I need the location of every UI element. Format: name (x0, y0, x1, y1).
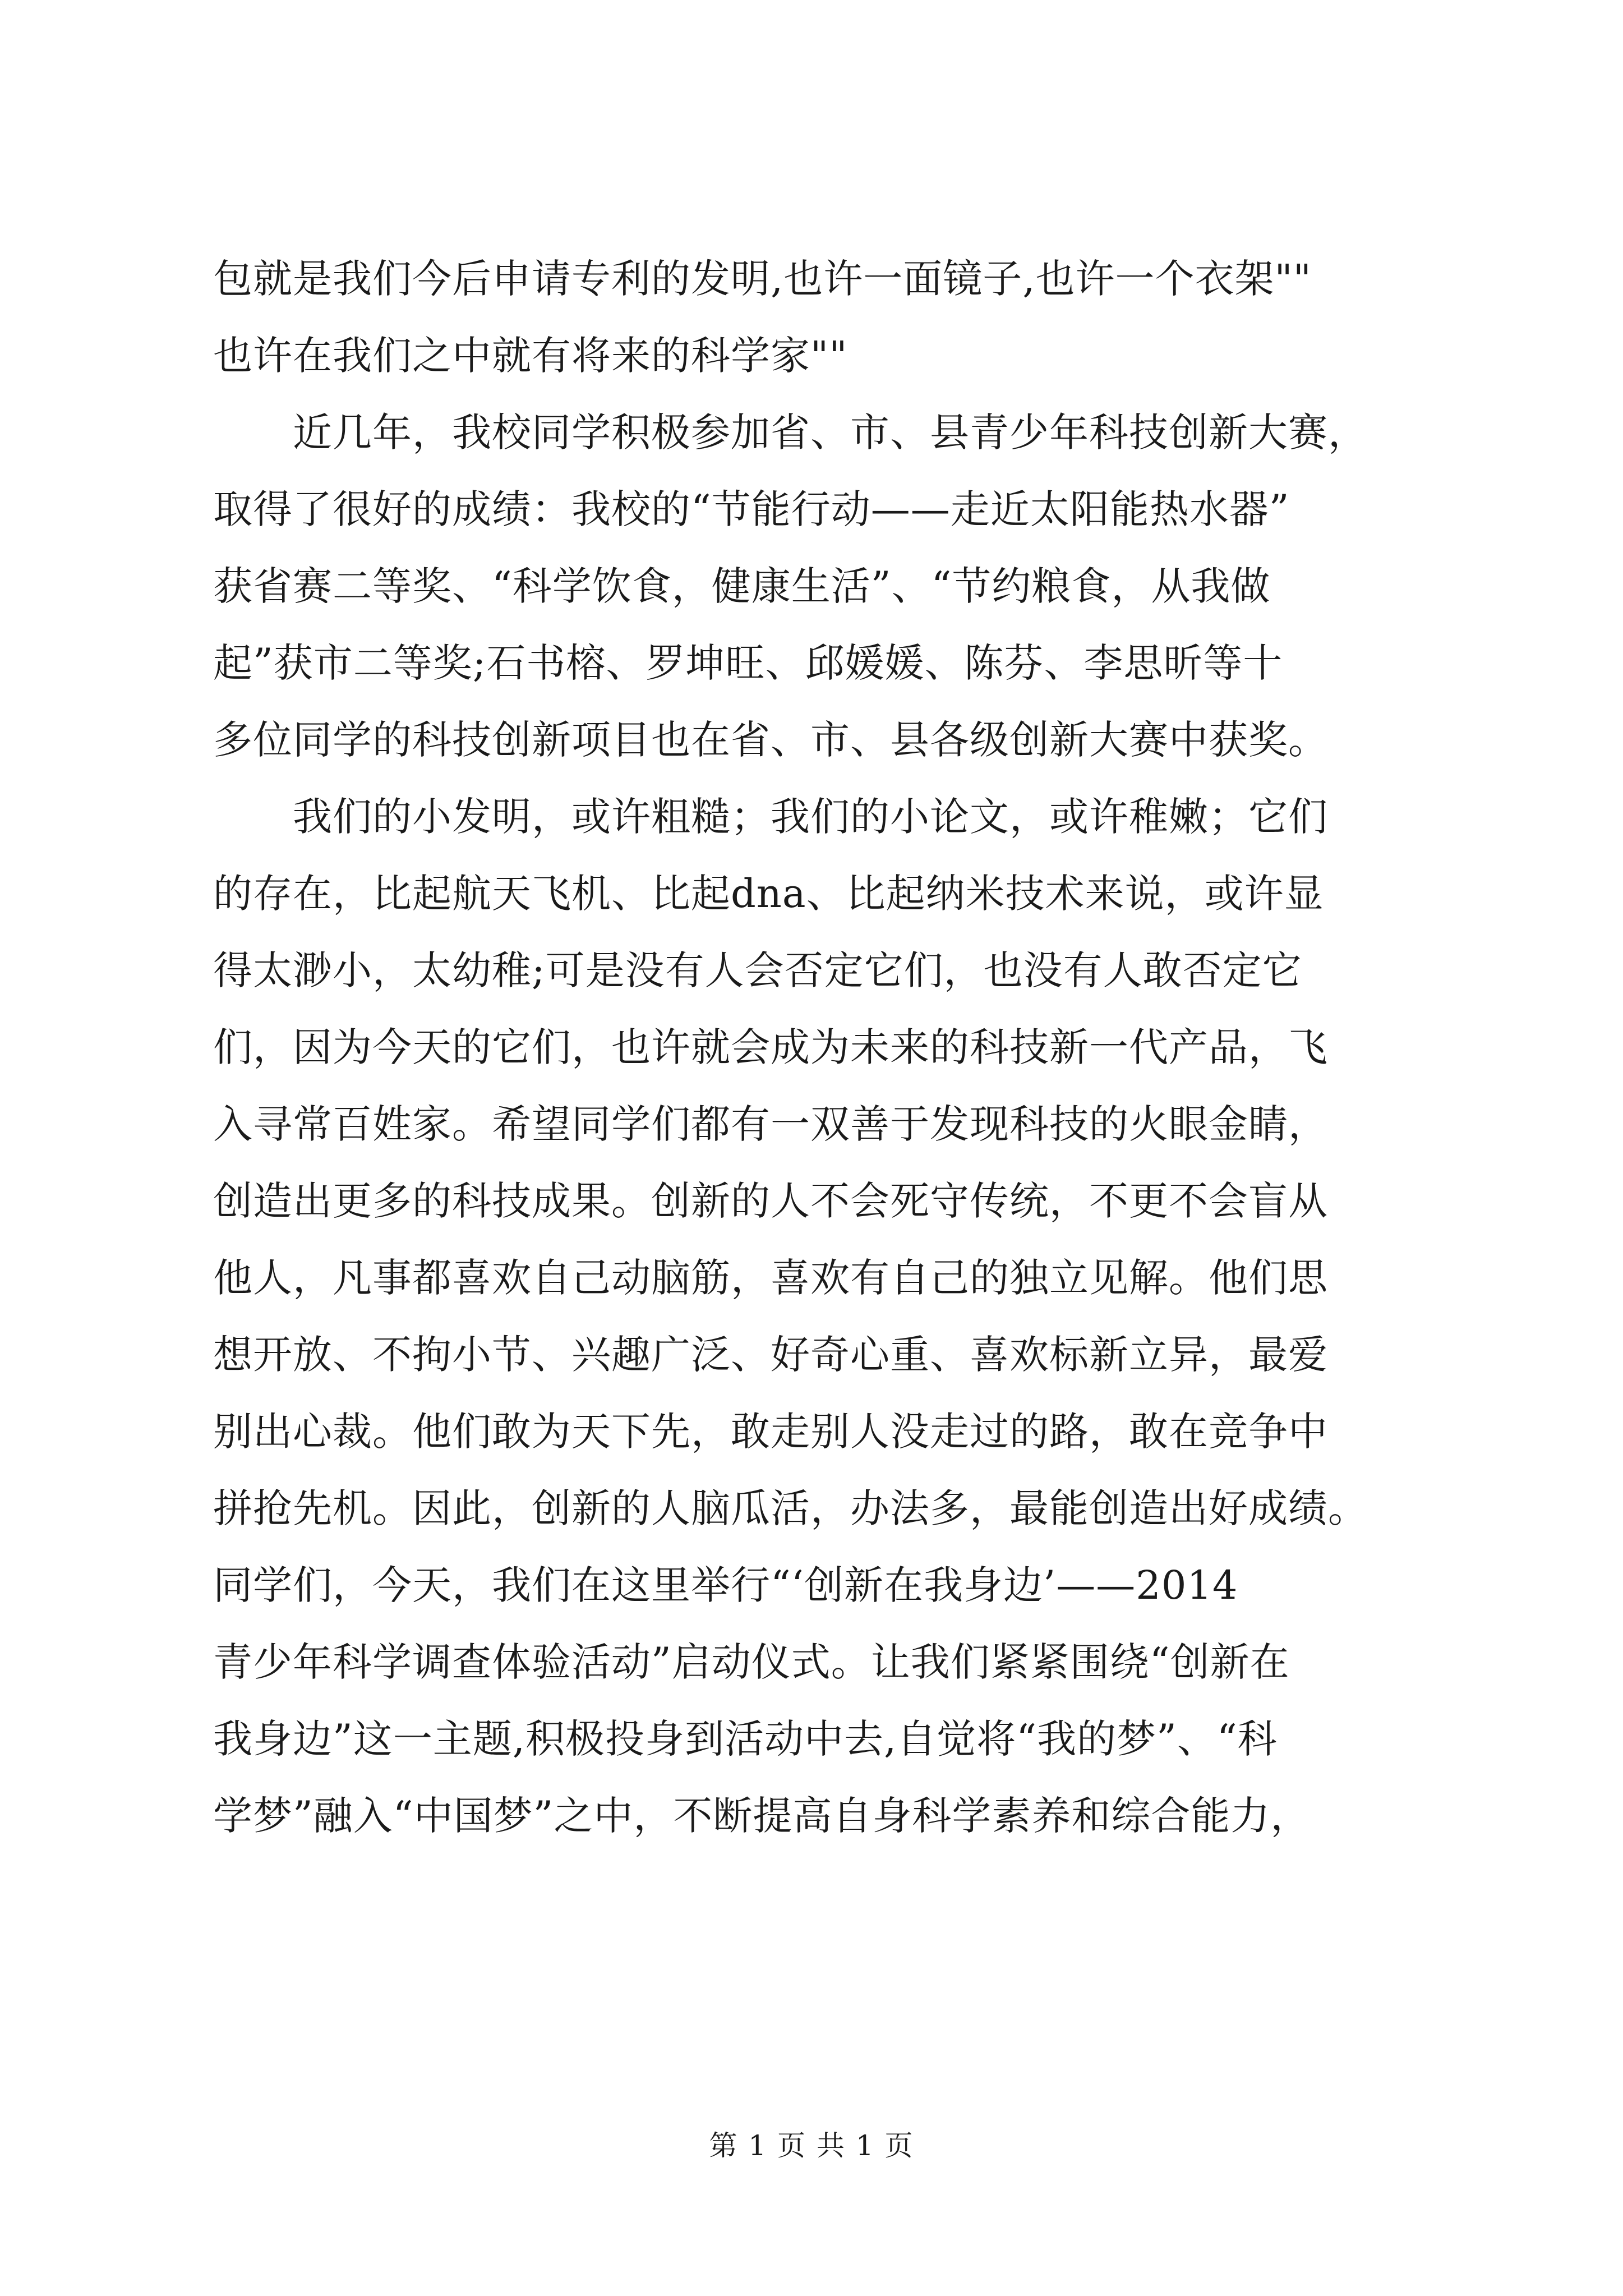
text-line: 获省赛二等奖、“科学饮食，健康生活”、“节约粮食，从我做 (213, 563, 1271, 609)
text-line: 们，因为今天的它们，也许就会成为未来的科技新一代产品，飞 (213, 1024, 1328, 1070)
text-line: 想开放、不拘小节、兴趣广泛、好奇心重、喜欢标新立异，最爱 (213, 1332, 1328, 1378)
text-line: 创造出更多的科技成果。创新的人不会死守传统，不更不会盲从 (213, 1178, 1328, 1224)
text-line: 他人，凡事都喜欢自己动脑筋，喜欢有自己的独立见解。他们思 (213, 1255, 1328, 1301)
page-footer (0, 2126, 1623, 2165)
text-line: 的存在，比起航天飞机、比起dna、比起纳米技术来说，或许显 (213, 871, 1324, 917)
text-line: 入寻常百姓家。希望同学们都有一双善于发现科技的火眼金睛， (213, 1101, 1328, 1147)
document-body (213, 254, 1419, 1867)
text-line: 也许在我们之中就有将来的科学家"" (213, 333, 848, 379)
text-line: 得太渺小，太幼稚;可是没有人会否定它们，也没有人敢否定它 (213, 947, 1302, 993)
text-line: 青少年科学调查体验活动”启动仪式。让我们紧紧围绕“创新在 (213, 1639, 1290, 1685)
text-line: 我身边”这一主题,积极投身到活动中去,自觉将“我的梦”、“科 (213, 1716, 1278, 1762)
page-number-label: 第 1 页 共 1 页 (709, 2129, 914, 2162)
text-line: 拼抢先机。因此，创新的人脑瓜活，办法多，最能创造出好成绩。 (213, 1485, 1368, 1531)
text-line: 起”获市二等奖;石书榕、罗坤旺、邱媛媛、陈芬、李思昕等十 (213, 640, 1283, 686)
text-line: 同学们，今天，我们在这里举行“‘创新在我身边’——2014 (213, 1562, 1238, 1608)
text-line: 别出心裁。他们敢为天下先，敢走别人没走过的路，敢在竞争中 (213, 1409, 1328, 1455)
text-line: 学梦”融入“中国梦”之中，不断提高自身科学素养和综合能力， (213, 1793, 1311, 1839)
text-line: 多位同学的科技创新项目也在省、市、县各级创新大赛中获奖。 (213, 717, 1328, 763)
text-line: 包就是我们今后申请专利的发明,也许一面镜子,也许一个衣架"" (213, 256, 1312, 302)
text-line: 取得了很好的成绩：我校的“节能行动——走近太阳能热水器” (213, 486, 1290, 532)
text-line: 近几年，我校同学积极参加省、市、县青少年科技创新大赛， (213, 409, 1368, 455)
text-line: 我们的小发明，或许粗糙；我们的小论文，或许稚嫩；它们 (213, 794, 1328, 840)
